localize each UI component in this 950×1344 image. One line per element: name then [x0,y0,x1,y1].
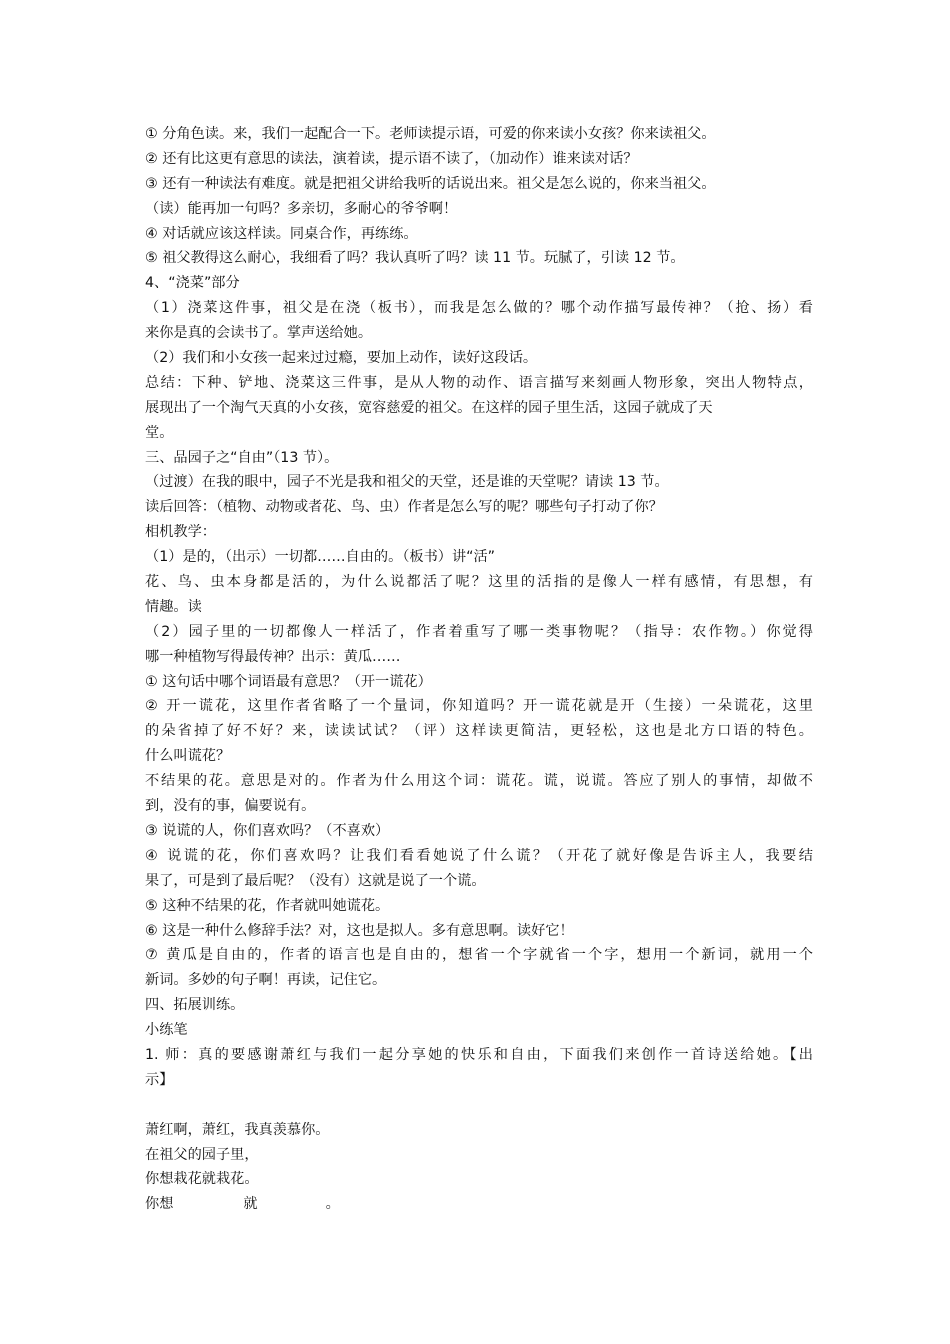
section-heading: 三、品园子之“自由”（13 节）。 [145,449,339,466]
poem-fill-line [145,1192,813,1217]
text-line: 情趣。读 [145,598,202,615]
text-line: 示】 [145,1071,174,1088]
poem-fill-part3: 。 [325,1196,340,1213]
text-line: 花、鸟、虫本身都是活的，为什么说都活了呢？这里的活指的是像人一样有感情，有思想，有 [145,574,813,591]
poem-line: 你想栽花就栽花。 [145,1171,259,1188]
text-line: 不结果的花。意思是对的。作者为什么用这个词：谎花。谎，说谎。答应了别人的事情，却做不 [145,773,813,790]
text-line: ⑤ 祖父教得这么耐心，我细看了吗？我认真听了吗？读 11 节。玩腻了，引读 12 节。 [145,250,685,267]
section-heading: 四、拓展训练。 [145,997,245,1014]
text-line: 读后回答：（植物、动物或者花、鸟、虫）作者是怎么写的呢？哪些句子打动了你？ [145,499,663,516]
text-line: ④ 对话就应该这样读。同桌合作，再练练。 [145,225,418,242]
poem-fill-part1: 你想 [145,1196,174,1213]
text-line: 果了，可是到了最后呢？（没有）这就是说了一个谎。 [145,872,486,889]
text-line: ⑦ 黄瓜是自由的，作者的语言也是自由的，想省一个字就省一个字，想用一个新词，就用一个 [145,947,813,964]
text-line: 到，没有的事，偏要说有。 [145,798,316,815]
text-line: 来你是真的会读书了。掌声送给她。 [145,325,373,342]
document-page [145,122,813,1217]
text-line: 总结：下种、铲地、浇菜这三件事，是从人物的动作、语言描写来刻画人物形象，突出人物特点， [145,374,813,391]
text-line: 什么叫谎花？ [145,748,231,765]
text-line: 展现出了一个淘气天真的小女孩，宽容慈爱的祖父。在这样的园子里生活，这园子就成了天 [145,399,713,416]
text-line: 堂。 [145,424,174,441]
text-line: ⑥ 这是一种什么修辞手法？对，这也是拟人。多有意思啊。读好它！ [145,922,574,939]
text-line: ② 还有比这更有意思的读法，演着读，提示语不读了，（加动作）谁来读对话？ [145,150,638,167]
text-line: 的朵省掉了好不好？来，读读试试？（评）这样读更简洁，更轻松，这也是北方口语的特色。 [145,723,813,740]
text-line: ② 开一谎花，这里作者省略了一个量词，你知道吗？开一谎花就是开（生接）一朵谎花，这里 [145,698,813,715]
text-line: 小练笔 [145,1022,188,1039]
text-line: ③ 还有一种读法有难度。就是把祖父讲给我听的话说出来。祖父是怎么说的，你来当祖父。 [145,175,716,192]
text-line: 1. 师：真的要感谢萧红与我们一起分享她的快乐和自由，下面我们来创作一首诗送给她。【出 [145,1046,813,1063]
text-line: ④ 说谎的花，你们喜欢吗？让我们看看她说了什么谎？（开花了就好像是告诉主人，我要结 [145,847,813,864]
text-line: （1）浇菜这件事，祖父是在浇（板书），而我是怎么做的？哪个动作描写最传神？（抢、扬）看 [145,300,813,317]
poem-line: 萧红啊，萧红，我真羡慕你。 [145,1121,330,1138]
section-heading: 4、“浇菜”部分 [145,275,240,292]
blank-line [145,1093,813,1118]
text-line: （1）是的，（出示）一切都……自由的。（板书）讲“活” [145,549,496,566]
poem-fill-part2: 就 [243,1196,258,1213]
text-line: 哪一种植物写得最传神？出示：黄瓜…… [145,648,401,665]
text-line: （过渡）在我的眼中，园子不光是我和祖父的天堂，还是谁的天堂呢？请读 13 节。 [145,474,669,491]
poem-line: 在祖父的园子里， [145,1146,259,1163]
text-line: ⑤ 这种不结果的花，作者就叫她谎花。 [145,897,390,914]
text-line: ① 这句话中哪个词语最有意思？（开一谎花） [145,673,432,690]
text-line: 新词。多妙的句子啊！再读，记住它。 [145,972,387,989]
text-line: （2）园子里的一切都像人一样活了，作者着重写了哪一类事物呢？（指导：农作物。）你觉得 [145,623,813,640]
text-line: ③ 说谎的人，你们喜欢吗？（不喜欢） [145,822,390,839]
text-line: （读）能再加一句吗？多亲切，多耐心的爷爷啊！ [145,200,458,217]
text-line: （2）我们和小女孩一起来过过瘾，要加上动作，读好这段话。 [145,350,538,367]
text-line: 相机教学： [145,524,216,541]
text-line: ① 分角色读。来，我们一起配合一下。老师读提示语，可爱的你来读小女孩？你来读祖父。 [145,126,716,142]
